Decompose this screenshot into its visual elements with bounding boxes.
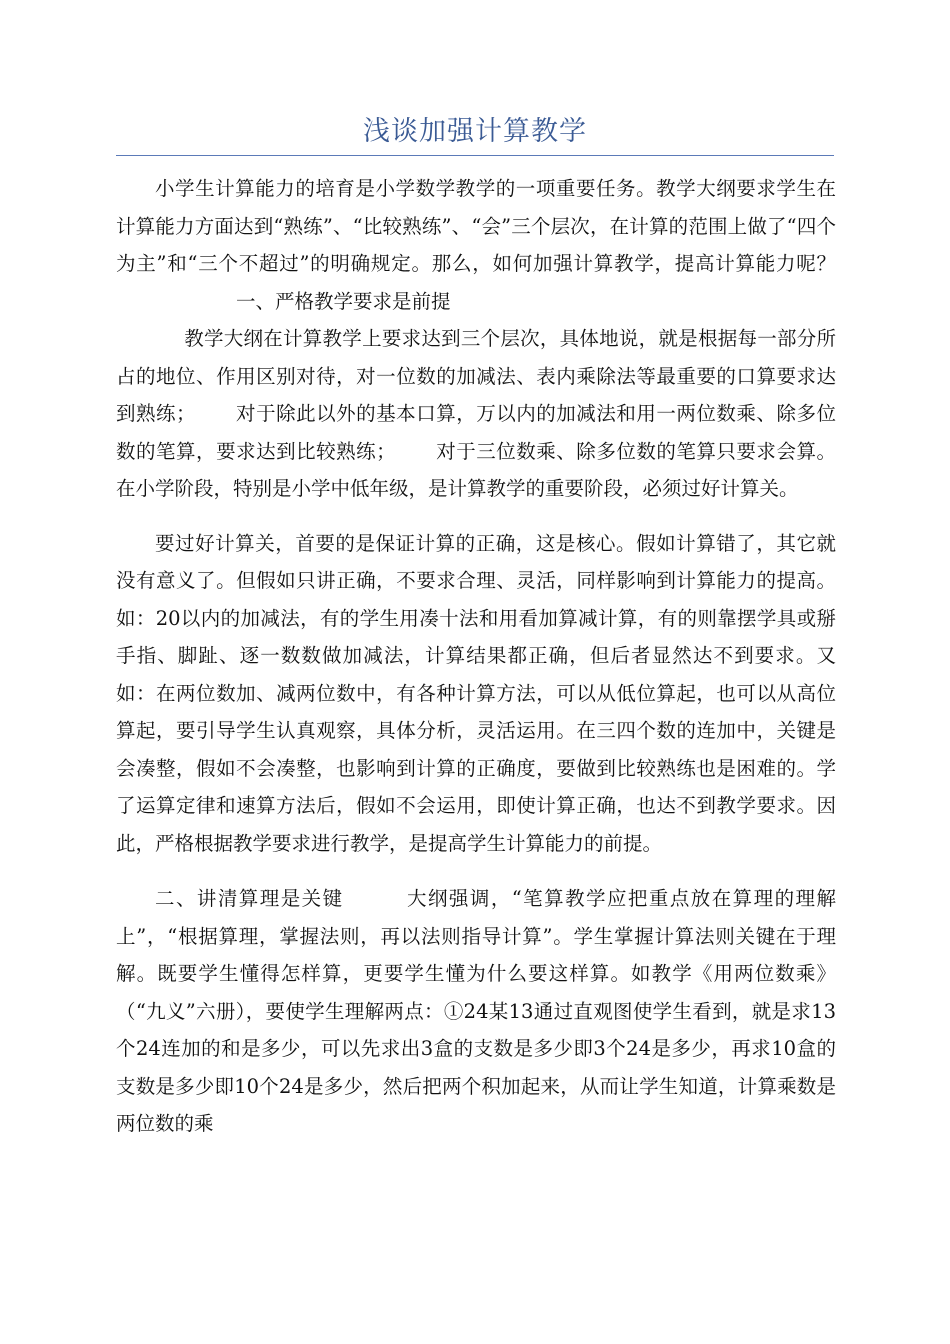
paragraph-levels-text-b: 对于除此以外的基本口算，万以内的加减法和用一两位数乘、除多位数的笔算，要求达到比较熟练；	[116, 402, 836, 463]
paragraph-intro	[116, 170, 836, 320]
paragraph-intro-text: 小学生计算能力的培育是小学数学教学的一项重要任务。教学大纲要求学生在计算能力方面达到“熟练”、“比较熟练”、“会”三个层次，在计算的范围上做了“四个为主”和“三个不超过”的明确规定。那么，如何加强计算教学，提高计算能力呢？	[116, 177, 836, 275]
paragraph-levels	[116, 320, 836, 508]
paragraph-correctness-text: 要过好计算关，首要的是保证计算的正确，这是核心。假如计算错了，其它就没有意义了。但假如只讲正确，不要求合理、灵活，同样影响到计算能力的提高。如：20以内的加减法，有的学生用凑十法和用看加算减计算，有的则靠摆学具或掰手指、脚趾、逐一数数做加减法，计算结果都正确，但后者显然达不到要求。又如：在两位数加、减两位数中，有各种计算方法，可以从低位算起，也可以从高位算起，要引导学生认真观察，具体分析，灵活运用。在三四个数的连加中，关键是会凑整，假如不会凑整，也影响到计算的正确度，要做到比较熟练也是困难的。学了运算定律和速算方法后，假如不会运用，即使计算正确，也达不到教学要求。因此，严格根据教学要求进行教学，是提高学生计算能力的前提。	[116, 531, 836, 855]
document-body	[116, 170, 836, 1143]
section-heading-1: 一、严格教学要求是前提	[236, 289, 451, 313]
paragraph-correctness	[116, 525, 836, 863]
paragraph-levels-text-a: 教学大纲在计算教学上要求达到三个层次，具体地说，就是根据每一部分所占的地位、作用区别对待，对一位数的加减法、表内乘除法等最重要的口算要求达到熟练；	[116, 327, 836, 425]
title-underline	[116, 155, 834, 156]
paragraph-levels-text-c: 对于三位数乘、除多位数的笔算只要求会算。在小学阶段，特别是小学中低年级，是计算教学的重要阶段，必须过好计算关。	[116, 439, 836, 500]
section-heading-2: 二、讲清算理是关键	[155, 887, 344, 910]
paragraph-reasoning-text: 大纲强调，“笔算教学应把重点放在算理的理解上”，“根据算理，掌握法则，再以法则指导计算”。学生掌握计算法则关键在于理解。既要学生懂得怎样算，更要学生懂为什么要这样算。如教学《用两位数乘》（“九义”六册），要使学生理解两点：①24某13通过直观图使学生看到，就是求13个24连加的和是多少，可以先求出3盒的支数是多少即3个24是多少，再求10盒的支数是多少即10个24是多少，然后把两个积加起来，从而让学生知道，计算乘数是两位数的乘	[116, 887, 836, 1135]
paragraph-reasoning	[116, 880, 836, 1143]
document-title: 浅谈加强计算教学	[363, 116, 587, 147]
